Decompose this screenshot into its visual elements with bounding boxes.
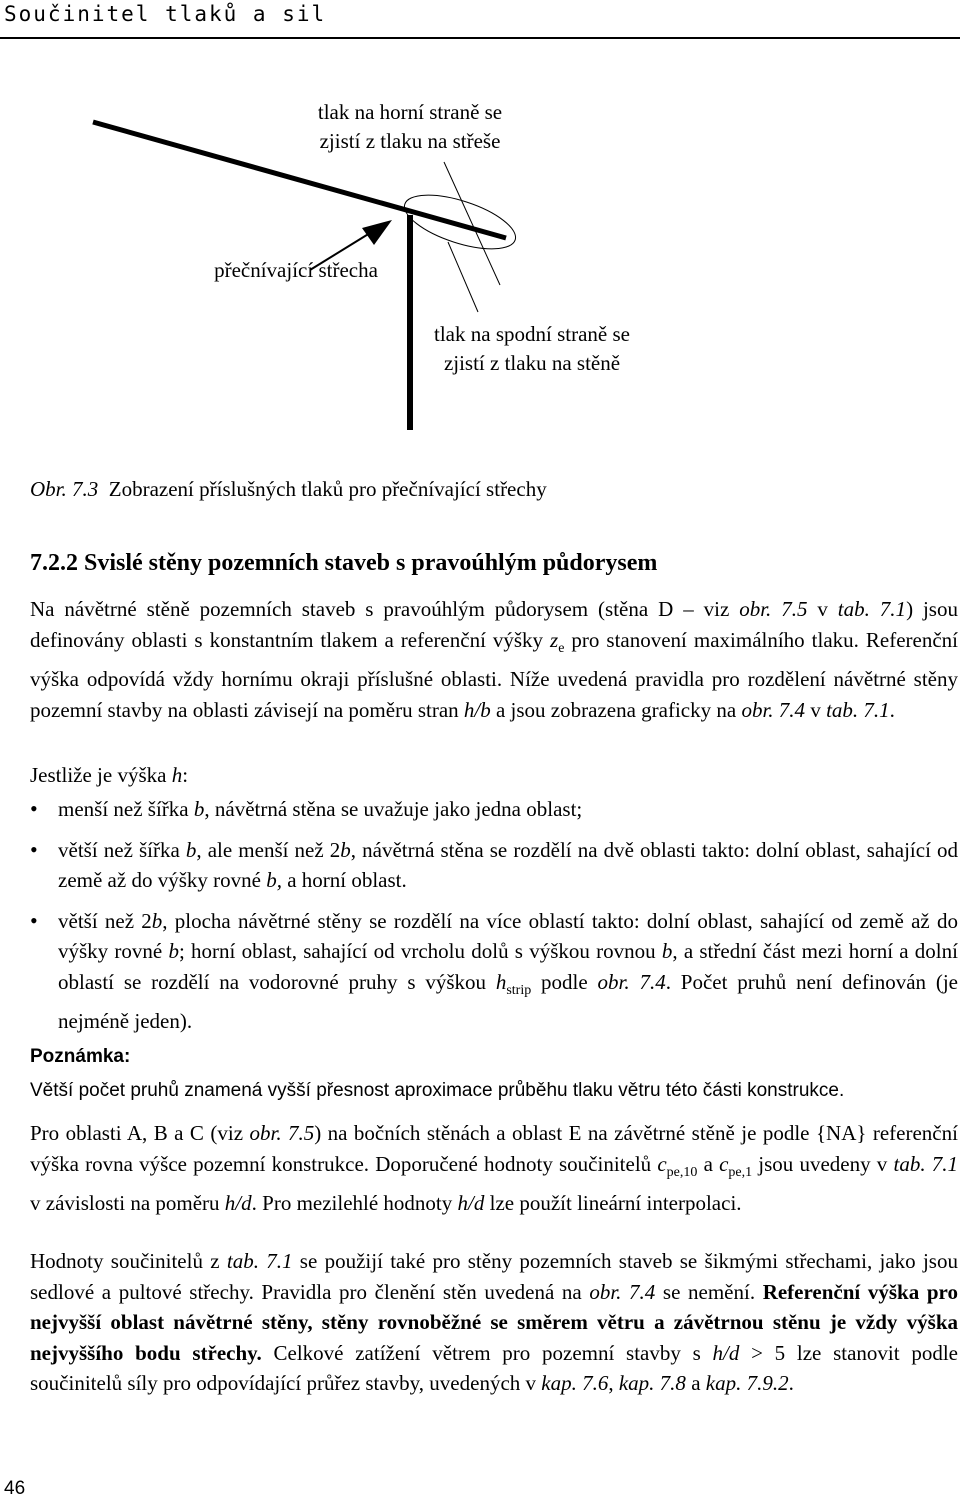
label-overhang: přečnívající střecha bbox=[214, 258, 378, 282]
ref-link[interactable]: kap. 7.8 bbox=[618, 1371, 686, 1395]
label-top-line-1: tlak na horní straně se bbox=[317, 100, 503, 124]
label-bottom-line-1: tlak na spodní straně se bbox=[434, 322, 630, 346]
ref-link[interactable]: obr. 7.5 bbox=[739, 597, 808, 621]
running-header bbox=[0, 0, 960, 44]
ref-link[interactable]: kap. 7.9.2 bbox=[705, 1371, 789, 1395]
label-top-pressure bbox=[290, 98, 530, 156]
overhang-ellipse bbox=[398, 184, 521, 260]
label-bottom-pressure bbox=[412, 320, 652, 378]
section-heading: 7.2.2 Svislé stěny pozemních staveb s pravoúhlým půdorysem bbox=[30, 550, 658, 576]
label-top-line-2: zjistí z tlaku na střeše bbox=[319, 129, 501, 153]
ref-link[interactable]: tab. 7.1 bbox=[893, 1151, 958, 1176]
figure-overhanging-roof bbox=[0, 50, 960, 470]
paragraph-1: Na návětrné stěně pozemních staveb s pravoúhlým půdorysem (stěna D – viz obr. 7.5 v tab. 7.1) jsou definovány oblasti s konstantním tlakem a referenční výšky $z_e$ pro stanovení maximálního tlaku. Referenční výška odpovídá vždy hornímu okraji příslušné oblasti. Níže uvedená pravidla pro rozdělení návětrné stěny pozemní stavby na oblasti závisejí na poměru stran h/b a jsou zobrazena graficky na obr. 7.4 v tab. 7.1. bbox=[30, 597, 958, 722]
ref-link[interactable]: tab. 7.1 bbox=[226, 1249, 293, 1273]
note-text: Větší počet pruhů znamená vyšší přesnost aproximace průběhu tlaku větru této části konstrukce. bbox=[30, 1080, 845, 1101]
caption-prefix: Obr. 7.3 bbox=[30, 477, 99, 501]
paragraph-4: Hodnoty součinitelů z tab. 7.1 se použijí také pro stěny pozemních staveb se šikmými střechami, jako jsou sedlové a pultové střechy. Pravidla pro členění stěn uvedená na obr. 7.4 se nemění. Referenční výška pro nejvyšší oblast návětrné stěny, stěny rovnoběžné se směrem větru a závětrnou stěnu je vždy výška nejvyššího bodu střechy. Celkové zatížení větrem pro pozemní stavby s h/d > 5 lze stanovit podle součinitelů síly pro odpovídající průřez stavby, uvedených v kap. 7.6, kap. 7.8 a kap. 7.9.2. bbox=[30, 1249, 958, 1395]
ref-link[interactable]: tab. 7.1 bbox=[826, 697, 890, 722]
header-rule bbox=[0, 37, 960, 39]
label-bottom-line-2: zjistí z tlaku na stěně bbox=[443, 351, 621, 375]
figure-caption bbox=[30, 477, 547, 502]
caption-text: Zobrazení příslušných tlaků pro přečnívající střechy bbox=[108, 477, 547, 501]
arrow-head bbox=[362, 220, 392, 245]
ref-link[interactable]: obr. 7.4 bbox=[589, 1279, 656, 1304]
ref-link[interactable]: obr. 7.4 bbox=[741, 697, 806, 722]
ref-link[interactable]: tab. 7.1 bbox=[837, 597, 907, 621]
ref-link[interactable]: obr. 7.5 bbox=[249, 1121, 315, 1145]
list-item: • větší než 2b, plocha návětrné stěny se rozdělí na více oblastí takto: dolní oblast, sahající od země až do výšky rovné b; horní oblast, sahající od vrcholu dolů s výškou rovnou b, a střední část mezi horní a dolní oblastí se rozdělí na vodorovné pruhy s výškou $h_{strip}$ podle obr. 7.4. Počet pruhů není definován (je nejméně jeden). bbox=[30, 906, 958, 1037]
note-heading: Poznámka: bbox=[30, 1046, 131, 1067]
list-item: • větší než šířka b, ale menší než 2b, návětrná stěna se rozdělí na dvě oblasti takto: dolní oblast, sahající od země až do výšky rovné b, a horní oblast. bbox=[30, 835, 958, 896]
paragraph-2: Jestliže je výška h: bbox=[30, 763, 189, 787]
ref-link[interactable]: obr. 7.4 bbox=[597, 969, 666, 994]
bullet-list bbox=[30, 794, 958, 1037]
page-number: 46 bbox=[4, 1478, 26, 1499]
paragraph-3: Pro oblasti A, B a C (viz obr. 7.5) na bočních stěnách a oblast E na závětrné stěně je podle {NA} referenční výška rovna výšce pozemní konstrukce. Doporučené hodnoty součinitelů $c_{pe,10}$ a $c_{pe,1}$ jsou uvedeny v tab. 7.1 v závislosti na poměru h/d. Pro mezilehlé hodnoty h/d lze použít lineární interpolaci. bbox=[30, 1121, 958, 1216]
list-item: • menší než šířka b, návětrná stěna se uvažuje jako jedna oblast; bbox=[30, 794, 958, 825]
ref-link[interactable]: kap. 7.6 bbox=[541, 1371, 609, 1395]
header-title: Součinitel tlaků a sil bbox=[4, 2, 327, 26]
bold-statement: Referenční výška pro nejvyšší oblast návětrné stěny, stěny rovnoběžné se směrem větru a závětrnou stěnu je vždy výška nejvyššího bodu střechy. bbox=[30, 1279, 958, 1365]
leader-bottom bbox=[448, 242, 478, 312]
